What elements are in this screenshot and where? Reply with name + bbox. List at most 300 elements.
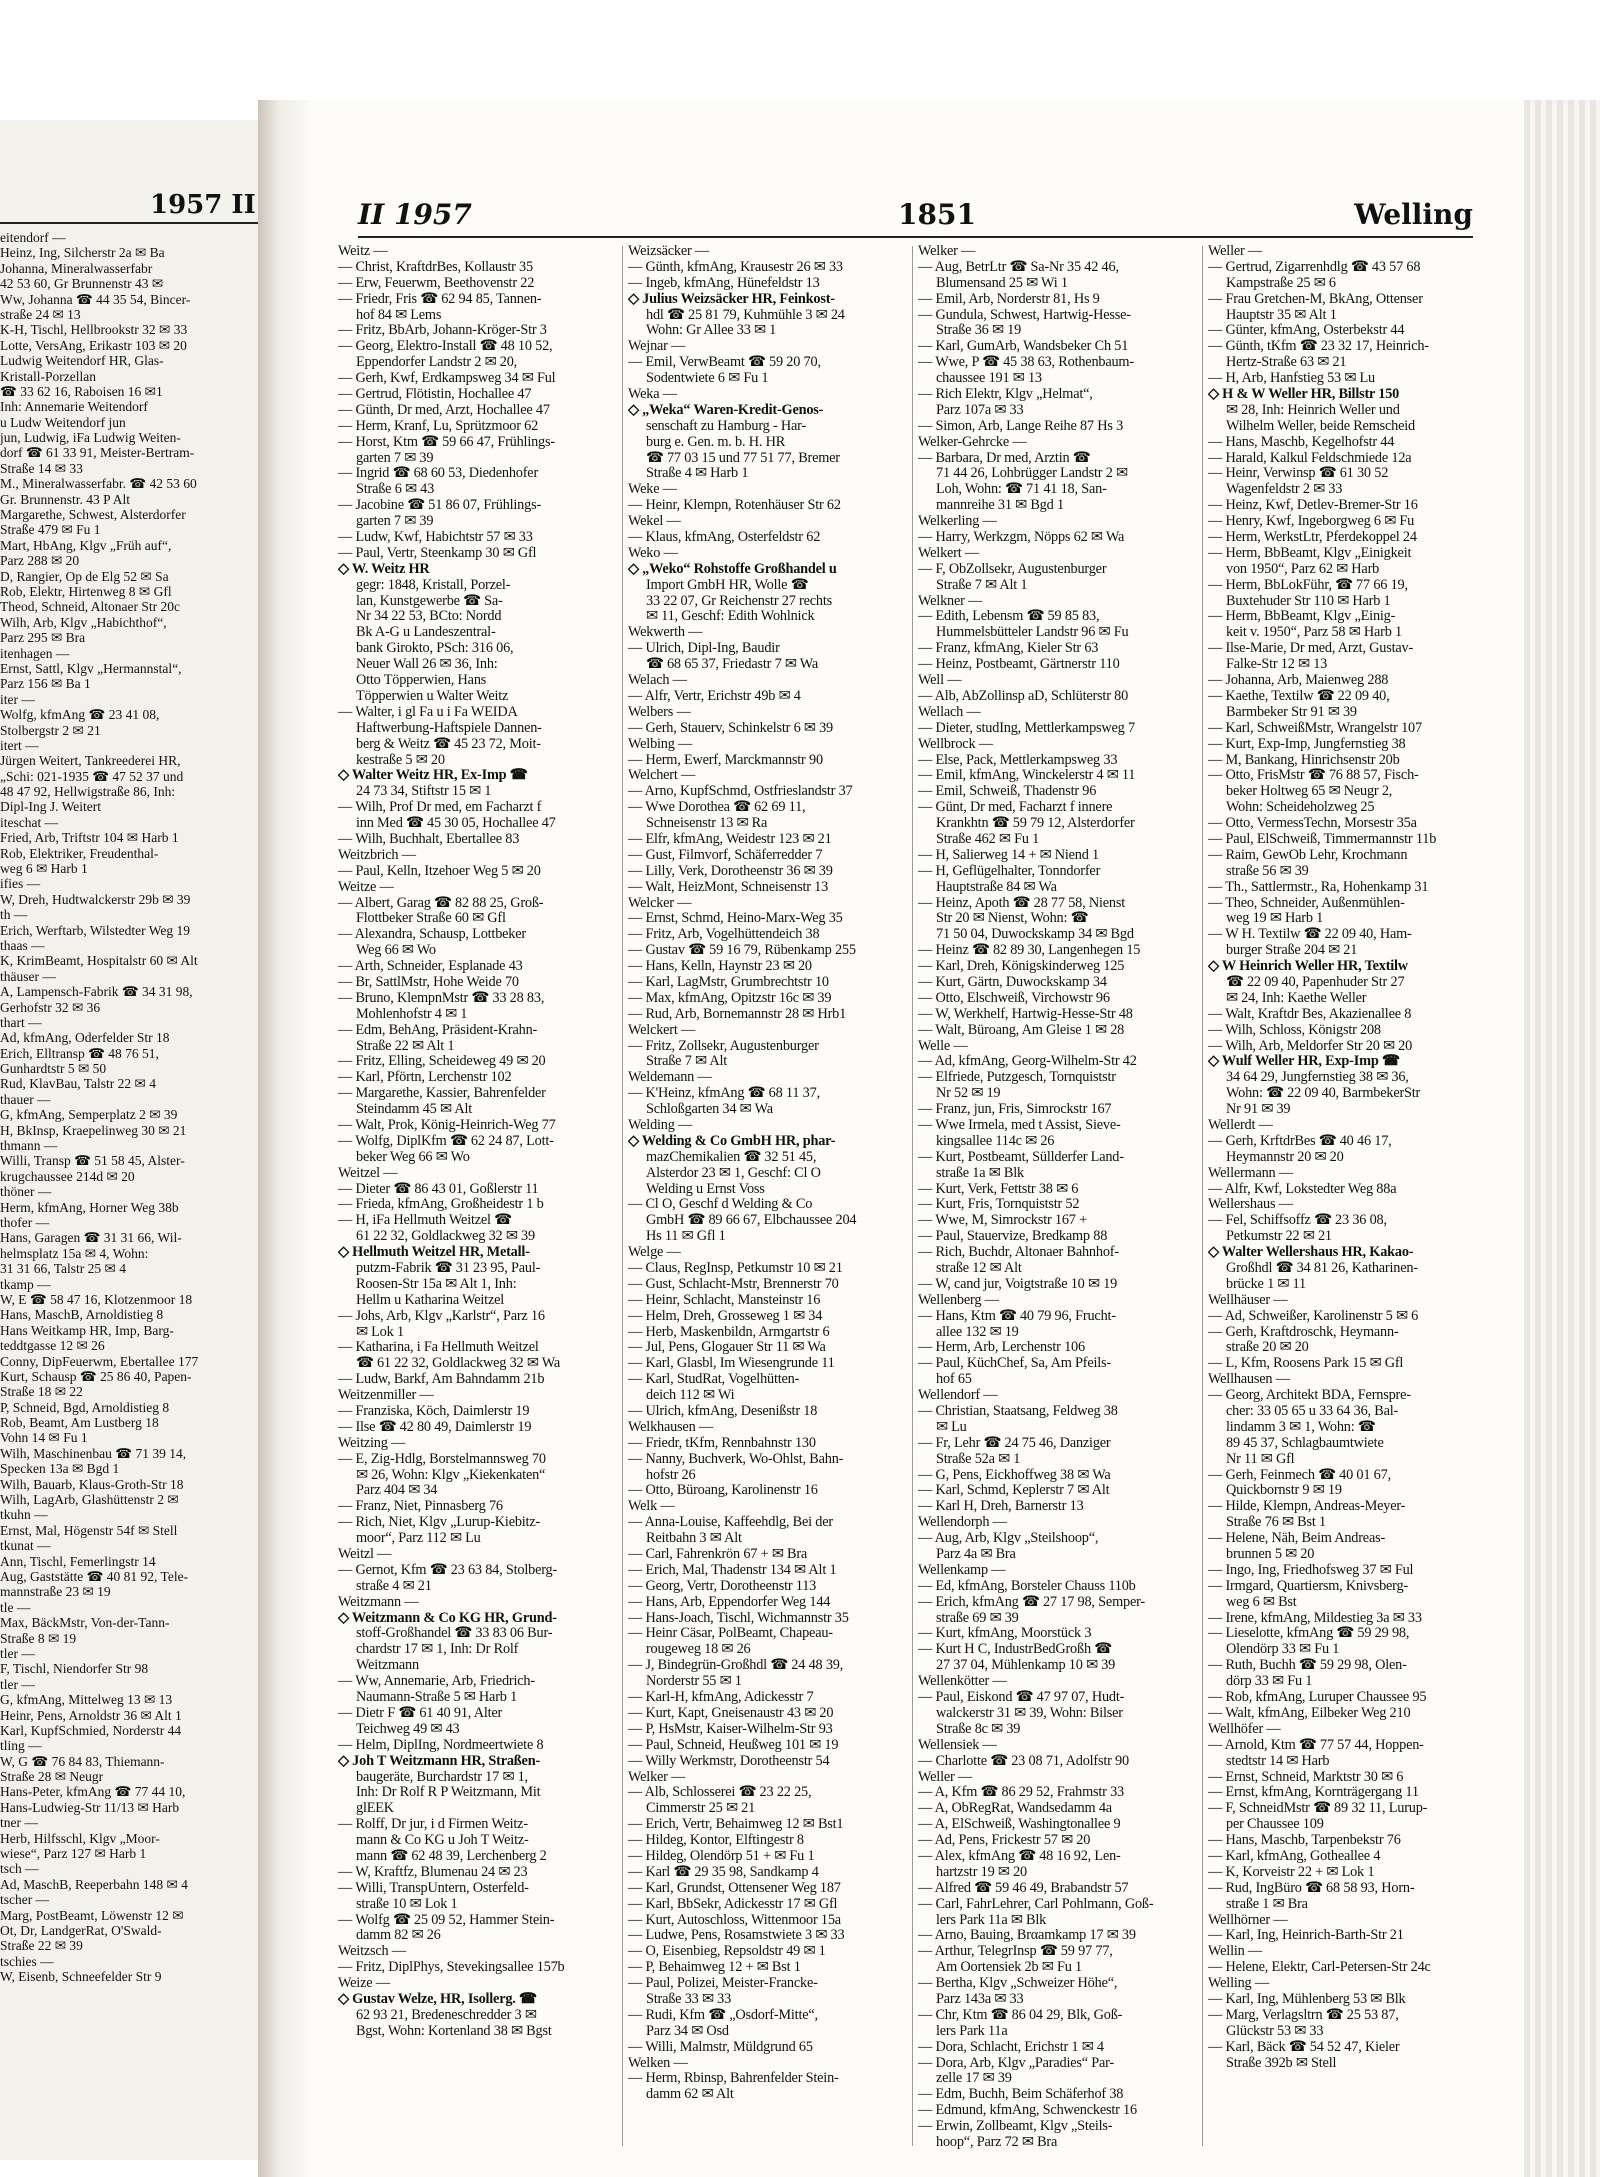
- previous-page-line: Gunhardtstr 5 ✉ 50: [0, 1061, 107, 1077]
- entry-line: Wohn: ☎ 22 09 40, BarmbekerStr: [1226, 1086, 1421, 1102]
- entry-line: Neuer Wall 26 ✉ 36, Inh:: [356, 657, 498, 673]
- entry-line: walckerstr 31 ✉ 39, Wohn: Bilser: [936, 1705, 1123, 1721]
- entry-line: hoop“, Parz 72 ✉ Bra: [936, 2134, 1058, 2150]
- entry-line: — Christ, KraftdrBes, Kollaustr 35: [338, 259, 533, 275]
- entry-line: — Helm, DiplIng, Nordmeertwiete 8: [338, 1737, 544, 1753]
- previous-page-line: Dipl-Ing J. Weitert: [0, 799, 102, 815]
- previous-page-line: iteschat —: [0, 814, 59, 830]
- entry-line: damm 82 ✉ 26: [356, 1928, 441, 1944]
- entry-line: Parz 34 ✉ Osd: [646, 2023, 729, 2039]
- entry-line: — L, Kfm, Roosens Park 15 ✉ Gfl: [1208, 1356, 1404, 1372]
- entry-line: Wohn: Gr Allee 33 ✉ 1: [646, 323, 777, 339]
- entry-line: — Wilh, Prof Dr med, em Facharzt f: [338, 800, 542, 816]
- firm-entry-line: ◇ Julius Weizsäcker HR, Feinkost-: [628, 291, 835, 307]
- entry-line: — Kaethe, Textilw ☎ 22 09 40,: [1208, 688, 1390, 704]
- entry-line: — Rud, Arb, Bornemannstr 28 ✉ Hrb1: [628, 1006, 847, 1022]
- entry-line: — Else, Pack, Mettlerkampsweg 33: [918, 752, 1118, 768]
- previous-page-line: Ernst, Mal, Högenstr 54f ✉ Stell: [0, 1522, 178, 1538]
- previous-page-line: Jürgen Weitert, Tankreederei HR,: [0, 753, 181, 769]
- previous-page-line: Ludwig Weitendorf HR, Glas-: [0, 353, 164, 369]
- entry-line: Nr 11 ✉ Gfl: [1226, 1451, 1295, 1467]
- entry-line: — Paul, Stauervize, Bredkamp 88: [918, 1229, 1108, 1245]
- entry-line: — W, Werkhelf, Hartwig-Hesse-Str 48: [918, 1006, 1133, 1022]
- previous-page-line: tler —: [0, 1676, 35, 1692]
- entry-line: — Hans, Ktm ☎ 40 79 96, Frucht-: [918, 1308, 1116, 1324]
- previous-page-line: thmann —: [0, 1138, 58, 1154]
- previous-page-line: Marg, PostBeamt, Löwenstr 12 ✉: [0, 1907, 184, 1923]
- entry-line: Töpperwien u Walter Weitz: [356, 688, 509, 704]
- previous-page-line: Rob, Beamt, Am Lustberg 18: [0, 1415, 159, 1431]
- entry-line: Parz 143a ✉ 33: [936, 1991, 1024, 2007]
- entry-line: ✉ Lok 1: [356, 1324, 404, 1340]
- entry-line: — Ernst, Schneid, Marktstr 30 ✉ 6: [1208, 1769, 1404, 1785]
- previous-page-line: ifies —: [0, 876, 41, 892]
- entry-line: — Georg, Vertr, Dorotheenstr 113: [628, 1578, 817, 1594]
- entry-line: bank Girokto, PSch: 316 06,: [356, 641, 514, 657]
- firm-entry-line: ◇ Weitzmann & Co KG HR, Grund-: [338, 1610, 557, 1626]
- entry-line: hofstr 26: [646, 1467, 696, 1483]
- entry-line: — Walt, kfmAng, Eilbeker Weg 210: [1208, 1705, 1411, 1721]
- entry-line: — Heinz, Apoth ☎ 28 77 58, Nienst: [918, 895, 1125, 911]
- entry-line: Olendörp 33 ✉ Fu 1: [1226, 1642, 1340, 1658]
- firm-entry-line: ◇ Welding & Co GmbH HR, phar-: [628, 1133, 836, 1149]
- firm-entry-line: ◇ Walter Wellershaus HR, Kakao-: [1208, 1245, 1414, 1261]
- previous-page-line: Erich, Werftarb, Wilstedter Weg 19: [0, 922, 190, 938]
- entry-line: — Heinz, Kwf, Detlev-Bremer-Str 16: [1208, 498, 1418, 514]
- entry-line: Nr 34 22 53, BCto: Nordd: [356, 609, 502, 625]
- entry-line: — Hans, Maschb, Kegelhofstr 44: [1208, 434, 1395, 450]
- surname-heading: Weitz —: [338, 244, 388, 259]
- entry-line: — Arnold, Ktm ☎ 77 57 44, Hoppen-: [1208, 1737, 1424, 1753]
- entry-line: — Fel, Schiffsoffz ☎ 23 36 08,: [1208, 1213, 1387, 1229]
- previous-page-line: Straße 8 ✉ 19: [0, 1630, 77, 1646]
- entry-line: Straße 4 ✉ Harb 1: [646, 466, 749, 482]
- previous-page-line: Parz 295 ✉ Bra: [0, 630, 86, 646]
- surname-heading: Welken —: [628, 2055, 688, 2071]
- surname-heading: Welcker —: [628, 895, 692, 911]
- firm-entry-line: ◇ W Heinrich Weller HR, Textilw: [1208, 959, 1408, 975]
- entry-line: — Heinz, Postbeamt, Gärtnerstr 110: [918, 657, 1120, 673]
- entry-line: — Günth, Dr med, Arzt, Hochallee 47: [338, 402, 550, 418]
- entry-line: Cimmerstr 25 ✉ 21: [646, 1801, 756, 1817]
- entry-line: hdl ☎ 25 81 79, Kuhmühle 3 ✉ 24: [646, 307, 845, 323]
- entry-line: 34 64 29, Jungfernstieg 38 ✉ 36,: [1226, 1070, 1409, 1086]
- previous-page-rule: [0, 222, 258, 224]
- previous-page-line: K, KrimBeamt, Hospitalstr 60 ✉ Alt: [0, 953, 198, 969]
- entry-line: — Dieter, studIng, Mettlerkampsweg 7: [918, 720, 1135, 736]
- entry-line: — Arno, KupfSchmd, Ostfrieslandstr 37: [628, 784, 853, 800]
- previous-page-line: tkamp —: [0, 1276, 51, 1292]
- entry-line: — F, SchneidMstr ☎ 89 32 11, Lurup-: [1208, 1801, 1428, 1817]
- entry-line: — Kurt, Kapt, Gneisenaustr 43 ✉ 20: [628, 1705, 834, 1721]
- surname-heading: Weko —: [628, 545, 678, 561]
- entry-line: moor“, Parz 112 ✉ Lu: [356, 1531, 481, 1547]
- entry-line: Wohn: Scheideholzweg 25: [1226, 800, 1375, 816]
- entry-line: — K'Heinz, kfmAng ☎ 68 11 37,: [628, 1086, 820, 1102]
- surname-heading: Welkert —: [918, 545, 979, 561]
- entry-line: — Lieselotte, kfmAng ☎ 59 29 98,: [1208, 1626, 1410, 1642]
- previous-page-line: W, Dreh, Hudtwalckerstr 29b ✉ 39: [0, 891, 191, 907]
- previous-page-line: A, Lampensch-Fabrik ☎ 34 31 98,: [0, 984, 193, 1000]
- previous-page-line: thofer —: [0, 1215, 50, 1230]
- entry-line: mann & Co KG u Joh T Weitz-: [356, 1833, 529, 1849]
- entry-line: — Br, SattlMstr, Hohe Weide 70: [338, 974, 519, 990]
- entry-line: lan, Kunstgewerbe ☎ Sa-: [356, 593, 503, 609]
- surname-heading: Well —: [918, 673, 962, 689]
- previous-page-line: Johanna, Mineralwasserfabr: [0, 260, 153, 276]
- entry-line: — Willy Werkmstr, Dorotheenstr 54: [628, 1753, 830, 1769]
- entry-line: Nr 91 ✉ 39: [1226, 1102, 1291, 1118]
- firm-entry-line: ◇ Wulf Weller HR, Exp-Imp ☎: [1208, 1054, 1400, 1070]
- entry-line: — Gust, Schlacht-Mstr, Brennerstr 70: [628, 1276, 839, 1292]
- previous-page-line: H, BkInsp, Kraepelinweg 30 ✉ 21: [0, 1122, 187, 1138]
- entry-line: Mohlenhofstr 4 ✉ 1: [356, 1006, 468, 1022]
- previous-page-entries: [0, 230, 258, 1985]
- entry-line: — Emil, Arb, Norderstr 81, Hs 9: [918, 291, 1100, 307]
- entry-line: — Emil, kfmAng, Winckelerstr 4 ✉ 11: [918, 768, 1136, 784]
- previous-page-line: Straße 479 ✉ Fu 1: [0, 522, 101, 538]
- entry-line: — Edith, Lebensm ☎ 59 85 83,: [918, 609, 1100, 625]
- entry-line: Großhdl ☎ 34 81 26, Katharinen-: [1226, 1261, 1418, 1276]
- entry-line: — Alb, Schlosserei ☎ 23 22 25,: [628, 1785, 812, 1801]
- surname-heading: Wellenkamp —: [918, 1562, 1006, 1578]
- entry-line: — Erich, Mal, Thadenstr 134 ✉ Alt 1: [628, 1562, 837, 1578]
- entry-line: — Ww, Annemarie, Arb, Friedrich-: [338, 1674, 535, 1690]
- previous-page-line: Hans Weitkamp HR, Imp, Barg-: [0, 1322, 174, 1338]
- entry-line: — Johanna, Arb, Maienweg 288: [1208, 673, 1389, 689]
- entry-line: — Gerh, Kwf, Erdkampsweg 34 ✉ Ful: [338, 371, 556, 387]
- entry-line: Straße 462 ✉ Fu 1: [936, 831, 1040, 847]
- entry-line: Import GmbH HR, Wolle ☎: [646, 577, 809, 593]
- previous-page-line: Ad, kfmAng, Oderfelder Str 18: [0, 1030, 170, 1046]
- entry-line: — Otto, Büroang, Karolinenstr 16: [628, 1483, 818, 1499]
- entry-line: — Klaus, kfmAng, Osterfeldstr 62: [628, 530, 821, 546]
- entry-line: Weg 66 ✉ Wo: [356, 943, 436, 959]
- previous-page-line: tsch —: [0, 1861, 39, 1877]
- entry-line: — Heinr, Schlacht, Mansteinstr 16: [628, 1292, 821, 1308]
- entry-line: — A, ObRegRat, Wandsedamm 4a: [918, 1801, 1112, 1817]
- entry-line: — Kurt, kfmAng, Moorstück 3: [918, 1626, 1092, 1642]
- entry-line: stedtstr 14 ✉ Harb: [1226, 1753, 1330, 1769]
- entry-line: — Alfr, Kwf, Lokstedter Weg 88a: [1208, 1181, 1397, 1197]
- entry-line: — Franz, jun, Fris, Simrockstr 167: [918, 1102, 1112, 1118]
- firm-entry-line: ◇ Hellmuth Weitzel HR, Metall-: [338, 1245, 530, 1261]
- previous-page-line: Wilh, LagArb, Glashüttenstr 2 ✉: [0, 1492, 179, 1508]
- previous-page-line: tner —: [0, 1815, 38, 1831]
- entry-line: Heymannstr 20 ✉ 20: [1226, 1149, 1344, 1165]
- previous-page-line: tscher —: [0, 1892, 50, 1908]
- entry-line: — Edm, BehAng, Präsident-Krahn-: [338, 1022, 538, 1038]
- entry-line: — Th., Sattlermstr., Ra, Hohenkamp 31: [1208, 879, 1429, 895]
- entry-line: — Herm, BbBeamt, Klgv „Einigkeit: [1208, 545, 1412, 561]
- entry-line: — Hans, Arb, Eppendorfer Weg 144: [628, 1594, 831, 1610]
- entry-line: — Gerh, Stauerv, Schinkelstr 6 ✉ 39: [628, 720, 833, 736]
- entry-line: baugeräte, Burchardstr 17 ✉ 1,: [356, 1769, 528, 1785]
- entry-line: chaussee 191 ✉ 13: [936, 371, 1042, 387]
- entry-line: ✉ 26, Wohn: Klgv „Kiekenkaten“: [356, 1467, 546, 1483]
- previous-page-line: Kristall-Porzellan: [0, 368, 96, 384]
- entry-line: — Ernst, Schmd, Heino-Marx-Weg 35: [628, 911, 843, 927]
- entry-line: — Bertha, Klgv „Schweizer Höhe“,: [918, 1976, 1118, 1992]
- previous-page-line: tschies —: [0, 1953, 54, 1969]
- entry-line: — Ludw, Kwf, Habichtstr 57 ✉ 33: [338, 530, 533, 546]
- previous-page-line: W, G ☎ 76 84 83, Thiemann-: [0, 1753, 165, 1769]
- entry-line: — Dieter ☎ 86 43 01, Goßlerstr 11: [338, 1181, 539, 1197]
- entry-line: — Helene, Näh, Beim Andreas-: [1208, 1531, 1386, 1547]
- entry-line: — Heinr Cäsar, PolBeamt, Chapeau-: [628, 1626, 833, 1642]
- entry-line: — Christian, Staatsang, Feldweg 38: [918, 1404, 1118, 1420]
- entry-line: mann ☎ 62 48 39, Lerchenberg 2: [356, 1848, 547, 1864]
- surname-heading: Weizsäcker —: [628, 244, 709, 259]
- previous-page-line: Straße 14 ✉ 33: [0, 460, 83, 476]
- previous-page-line: helmsplatz 15a ✉ 4, Wohn:: [0, 1245, 149, 1261]
- entry-line: Straße 52a ✉ 1: [936, 1451, 1021, 1467]
- entry-line: — Herm, Rbinsp, Bahrenfelder Stein-: [628, 2071, 839, 2087]
- entry-line: — Irene, kfmAng, Mildestieg 3a ✉ 33: [1208, 1610, 1422, 1626]
- entry-line: — Nanny, Buchverk, Wo-Ohlst, Bahn-: [628, 1451, 844, 1467]
- previous-page-line: Wilh, Maschinenbau ☎ 71 39 14,: [0, 1445, 187, 1461]
- entry-line: — Albert, Garag ☎ 82 88 25, Groß-: [338, 895, 544, 911]
- firm-entry-line: ◇ Walter Weitz HR, Ex-Imp ☎: [338, 768, 528, 784]
- entry-line: Inh: Dr Rolf R P Weitzmann, Mit: [356, 1785, 541, 1801]
- entry-line: — Otto, VermessTechn, Morsestr 35a: [1208, 816, 1417, 832]
- entry-line: — Paul, ElSchweiß, Timmermannstr 11b: [1208, 831, 1437, 847]
- entry-line: — Günth, kfmAng, Krausestr 26 ✉ 33: [628, 259, 843, 275]
- entry-line: — Hans, Maschb, Tarpenbekstr 76: [1208, 1833, 1401, 1849]
- entry-line: — Paul, Kelln, Itzehoer Weg 5 ✉ 20: [338, 863, 541, 879]
- entry-line: per Chaussee 109: [1226, 1817, 1324, 1833]
- entry-line: mannreihe 31 ✉ Bgd 1: [936, 498, 1064, 514]
- entry-line: — Rich, Buchdr, Altonaer Bahnhof-: [918, 1245, 1119, 1261]
- surname-heading: Wellershaus —: [1208, 1197, 1293, 1213]
- previous-page-line: Ann, Tischl, Femerlingstr 14: [0, 1553, 156, 1569]
- entry-line: — M, Bankang, Hinrichsenstr 20b: [1208, 752, 1400, 768]
- previous-page-line: Herm, kfmAng, Horner Weg 38b: [0, 1199, 179, 1215]
- entry-line: — Wwe Dorothea ☎ 62 69 11,: [628, 800, 806, 816]
- entry-line: Welding u Ernst Voss: [646, 1181, 765, 1197]
- entry-line: — K, Korveistr 22 + ✉ Lok 1: [1208, 1864, 1375, 1880]
- entry-line: Hertz-Straße 63 ✉ 21: [1226, 355, 1347, 371]
- entry-line: burger Straße 204 ✉ 21: [1226, 943, 1358, 959]
- previous-page-line: 42 53 60, Gr Brunnenstr 43 ✉: [0, 276, 164, 292]
- entry-line: — Emil, Schweiß, Thadenstr 96: [918, 784, 1097, 800]
- entry-line: — Henry, Kwf, Ingeborgweg 6 ✉ Fu: [1208, 514, 1415, 530]
- surname-heading: Welding —: [628, 1117, 693, 1133]
- entry-line: stoff-Großhandel ☎ 33 83 06 Bur-: [356, 1626, 553, 1642]
- surname-heading: Welle —: [918, 1038, 968, 1054]
- surname-heading: Wellerdt —: [1208, 1117, 1273, 1133]
- entry-line: — F, ObZollsekr, Augustenburger: [918, 561, 1107, 577]
- entry-line: — Barbara, Dr med, Arztin ☎: [918, 450, 1091, 466]
- previous-page-line: tler —: [0, 1645, 35, 1661]
- entry-line: — Kurt, Gärtn, Duwockskamp 34: [918, 974, 1107, 990]
- column-3: [918, 244, 1193, 2164]
- entry-line: Hummelsbütteler Landstr 96 ✉ Fu: [936, 625, 1129, 641]
- previous-page-line: Karl, KupfSchmied, Norderstr 44: [0, 1722, 182, 1738]
- entry-line: — Rud, IngBüro ☎ 68 58 93, Horn-: [1208, 1880, 1415, 1896]
- previous-page-line: Straße 18 ✉ 22: [0, 1384, 83, 1400]
- entry-line: — Walt, Prok, König-Heinrich-Weg 77: [338, 1117, 556, 1133]
- entry-line: straße 1a ✉ Blk: [936, 1165, 1024, 1181]
- entry-line: ✉ Lu: [936, 1419, 967, 1435]
- entry-line: — Herm, BbBeamt, Klgv „Einig-: [1208, 609, 1396, 625]
- previous-page-line: Margarethe, Schwest, Alsterdorfer: [0, 507, 186, 523]
- surname-heading: Wellensiek —: [918, 1737, 997, 1753]
- entry-line: — H, iFa Hellmuth Weitzel ☎: [338, 1213, 512, 1229]
- entry-line: — Kurt, Postbeamt, Süllderfer Land-: [918, 1149, 1124, 1165]
- entry-line: — Rolff, Dr jur, i d Firmen Weitz-: [338, 1817, 528, 1833]
- entry-line: Alsterdor 23 ✉ 1, Geschf: Cl O: [646, 1165, 821, 1181]
- entry-line: Reitbahn 3 ✉ Alt: [646, 1531, 742, 1547]
- previous-page-header: 1957 II: [150, 190, 256, 220]
- previous-page-line: tkuhn —: [0, 1507, 48, 1523]
- previous-page-line: Rob, Elektriker, Freudenthal-: [0, 845, 159, 861]
- entry-line: straße 10 ✉ Lok 1: [356, 1896, 458, 1912]
- column-divider: [622, 246, 623, 2146]
- entry-line: 27 37 04, Mühlenkamp 10 ✉ 39: [936, 1658, 1116, 1674]
- surname-heading: Weize —: [338, 1976, 390, 1992]
- previous-page-line: Ww, Johanna ☎ 44 35 54, Bincer-: [0, 291, 191, 307]
- entry-line: straße 12 ✉ Alt: [936, 1261, 1022, 1276]
- previous-page-line: Kurt, Schausp ☎ 25 86 40, Papen-: [0, 1368, 192, 1384]
- entry-line: Haftwerbung-Haftspiele Dannen-: [356, 720, 542, 736]
- surname-heading: Wellhausen —: [1208, 1372, 1290, 1388]
- entry-line: Petkumstr 22 ✉ 21: [1226, 1229, 1332, 1245]
- previous-page-line: Heinz, Ing, Silcherstr 2a ✉ Ba: [0, 245, 165, 261]
- entry-line: — Ingeb, kfmAng, Hünefeldstr 13: [628, 275, 820, 291]
- entry-line: — Georg, Elektro-Install ☎ 48 10 52,: [338, 339, 553, 355]
- entry-line: Bk A-G u Landeszentral-: [356, 625, 496, 641]
- entry-line: — Erich, kfmAng ☎ 27 17 98, Semper-: [918, 1594, 1145, 1610]
- entry-line: Straße 7 ✉ Alt: [646, 1054, 728, 1070]
- entry-line: ☎ 68 65 37, Friedastr 7 ✉ Wa: [646, 657, 819, 673]
- entry-line: hof 65: [936, 1372, 972, 1388]
- previous-page-line: Ernst, Sattl, Klgv „Hermannstal“,: [0, 660, 182, 676]
- entry-line: — Karl, Ing, Mühlenberg 53 ✉ Blk: [1208, 1991, 1406, 2007]
- entry-line: — Hans, Kelln, Haynstr 23 ✉ 20: [628, 959, 812, 975]
- entry-line: Nr 52 ✉ 19: [936, 1086, 1001, 1102]
- entry-line: allee 132 ✉ 19: [936, 1324, 1019, 1340]
- entry-line: dörp 33 ✉ Fu 1: [1226, 1674, 1313, 1690]
- previous-page-line: Stolbergstr 2 ✉ 21: [0, 722, 101, 738]
- previous-page-line: thöner —: [0, 1184, 52, 1200]
- entry-line: — Wolfg, DiplKfm ☎ 62 24 87, Lott-: [338, 1133, 554, 1149]
- previous-page-line: Lotte, VersAng, Erikastr 103 ✉ 20: [0, 337, 187, 353]
- surname-heading: Wejnar —: [628, 339, 686, 355]
- entry-line: garten 7 ✉ 39: [356, 514, 434, 530]
- entry-line: — Fr, Lehr ☎ 24 75 46, Danziger: [918, 1435, 1111, 1451]
- entry-line: — Paul, KüchChef, Sa, Am Pfeils-: [918, 1356, 1111, 1372]
- entry-line: Buxtehuder Str 110 ✉ Harb 1: [1226, 593, 1391, 609]
- surname-heading: Welckert —: [628, 1022, 696, 1038]
- entry-line: — Wwe, M, Simrockstr 167 +: [918, 1213, 1087, 1229]
- entry-line: Blumensand 25 ✉ Wi 1: [936, 275, 1068, 291]
- entry-line: — Paul, Polizei, Meister-Francke-: [628, 1976, 818, 1992]
- entry-line: — Günter, kfmAng, Osterbekstr 44: [1208, 323, 1405, 339]
- entry-line: — Günth, tKfm ☎ 23 32 17, Heinrich-: [1208, 339, 1429, 355]
- previous-page-line: weg 6 ✉ Harb 1: [0, 861, 88, 877]
- entry-line: — Ernst, kfmAng, Kornträgergang 11: [1208, 1785, 1419, 1801]
- entry-line: — Gerh, Kraftdroschk, Heymann-: [1208, 1324, 1399, 1340]
- surname-heading: Weitzmann —: [338, 1594, 419, 1610]
- entry-line: Straße 33 ✉ 33: [646, 1991, 732, 2007]
- entry-line: — Heinr, Klempn, Rotenhäuser Str 62: [628, 498, 841, 514]
- entry-line: — Rudi, Kfm ☎ „Osdorf-Mitte“,: [628, 2007, 818, 2023]
- entry-line: — Rob, kfmAng, Luruper Chaussee 95: [1208, 1690, 1427, 1706]
- entry-line: — Walt, Büroang, Am Gleise 1 ✉ 28: [918, 1022, 1125, 1038]
- entry-line: — Günt, Dr med, Facharzt f innere: [918, 800, 1113, 816]
- entry-line: — Dora, Arb, Klgv „Paradies“ Par-: [918, 2055, 1114, 2071]
- entry-line: — Bruno, KlempnMstr ☎ 33 28 83,: [338, 990, 545, 1006]
- entry-line: — Karl, SchweißMstr, Wrangelstr 107: [1208, 720, 1422, 736]
- entry-line: Straße 6 ✉ 43: [356, 482, 435, 498]
- surname-heading: Weldemann —: [628, 1070, 712, 1086]
- previous-page-line: Vohn 14 ✉ Fu 1: [0, 1430, 88, 1446]
- previous-page-line: Ad, MaschB, Reeperbahn 148 ✉ 4: [0, 1876, 188, 1892]
- entry-line: — Aug, BetrLtr ☎ Sa-Nr 35 42 46,: [918, 259, 1119, 275]
- entry-line: — Rich Elektr, Klgv „Helmat“,: [918, 387, 1093, 403]
- column-2: [628, 244, 903, 2164]
- entry-line: — Karl, Ing, Heinrich-Barth-Str 21: [1208, 1928, 1404, 1944]
- entry-line: Eppendorfer Landstr 2 ✉ 20,: [356, 355, 518, 371]
- entry-line: straße 20 ✉ 20: [1226, 1340, 1309, 1356]
- previous-page-line: Wolfg, kfmAng ☎ 23 41 08,: [0, 707, 160, 723]
- previous-page-line: thauer —: [0, 1091, 51, 1107]
- entry-line: — Karl-H, kfmAng, Adickesstr 7: [628, 1690, 814, 1706]
- previous-page-line: W, E ☎ 58 47 16, Klotzenmoor 18: [0, 1291, 193, 1307]
- firm-entry-line: ◇ W. Weitz HR: [338, 561, 430, 577]
- entry-line: Teichweg 49 ✉ 43: [356, 1721, 460, 1737]
- surname-heading: Wellermann —: [1208, 1165, 1293, 1181]
- surname-heading: Welkerling —: [918, 514, 997, 530]
- entry-line: — Paul, Schneid, Heußweg 101 ✉ 19: [628, 1737, 839, 1753]
- previous-page-line: Wilh, Bauarb, Klaus-Groth-Str 18: [0, 1476, 184, 1492]
- entry-line: — Arthur, TelegrInsp ☎ 59 97 77,: [918, 1944, 1113, 1960]
- entry-line: Straße 22 ✉ Alt 1: [356, 1038, 455, 1054]
- entry-line: — Edmund, kfmAng, Schwenckestr 16: [918, 2103, 1137, 2119]
- entry-line: — Helene, Elektr, Carl-Petersen-Str 24c: [1208, 1960, 1431, 1976]
- entry-line: — Karl, Grundst, Ottensener Weg 187: [628, 1880, 841, 1896]
- previous-page-line: wiese“, Parz 127 ✉ Harb 1: [0, 1846, 147, 1862]
- entry-line: Am Oortensiek 2b ✉ Fu 1: [936, 1960, 1082, 1976]
- entry-line: — Fritz, BbArb, Johann-Kröger-Str 3: [338, 323, 547, 339]
- previous-page-line: Wilh, Arb, Klgv „Habichthof“,: [0, 614, 167, 630]
- previous-page-line: iter —: [0, 691, 35, 707]
- entry-line: mazChemikalien ☎ 32 51 45,: [646, 1149, 817, 1165]
- surname-heading: Weitzl —: [338, 1547, 392, 1563]
- entry-line: — Anna-Louise, Kaffeehdlg, Bei der: [628, 1515, 833, 1531]
- entry-line: ✉ 11, Geschf: Edith Wohlnick: [646, 609, 815, 625]
- entry-line: burg e. Gen. m. b. H. HR: [646, 434, 786, 450]
- entry-line: — Hildeg, Olendörp 51 + ✉ Fu 1: [628, 1848, 815, 1864]
- entry-line: kestraße 5 ✉ 20: [356, 752, 445, 768]
- entry-line: 61 22 32, Goldlackweg 32 ✉ 39: [356, 1229, 535, 1245]
- entry-line: ✉ 28, Inh: Heinrich Weller und: [1226, 402, 1400, 418]
- entry-line: — Raim, GewOb Lehr, Krochmann: [1208, 847, 1408, 863]
- entry-line: — Max, kfmAng, Opitzstr 16c ✉ 39: [628, 990, 832, 1006]
- entry-line: — H, Geflügelhalter, Tonndorfer: [918, 863, 1101, 879]
- entry-line: — Wilh, Buchhalt, Ebertallee 83: [338, 831, 520, 847]
- previous-page-line: thart —: [0, 1014, 42, 1030]
- entry-line: — Hans-Joach, Tischl, Wichmannstr 35: [628, 1610, 849, 1626]
- entry-line: — Kurt, Fris, Tornquiststr 52: [918, 1197, 1080, 1213]
- entry-line: — Gernot, Kfm ☎ 23 63 84, Stolberg-: [338, 1562, 558, 1578]
- entry-line: — Fritz, Arb, Vogelhüttendeich 38: [628, 927, 820, 943]
- entry-line: — Karl, kfmAng, Gotheallee 4: [1208, 1848, 1381, 1864]
- entry-line: — P, Behaimweg 12 + ✉ Bst 1: [628, 1960, 801, 1976]
- firm-entry-line: ◇ Gustav Welze, HR, Isollerg. ☎: [338, 1991, 537, 2007]
- previous-page-line: Heinr, Pens, Arnoldstr 36 ✉ Alt 1: [0, 1707, 182, 1723]
